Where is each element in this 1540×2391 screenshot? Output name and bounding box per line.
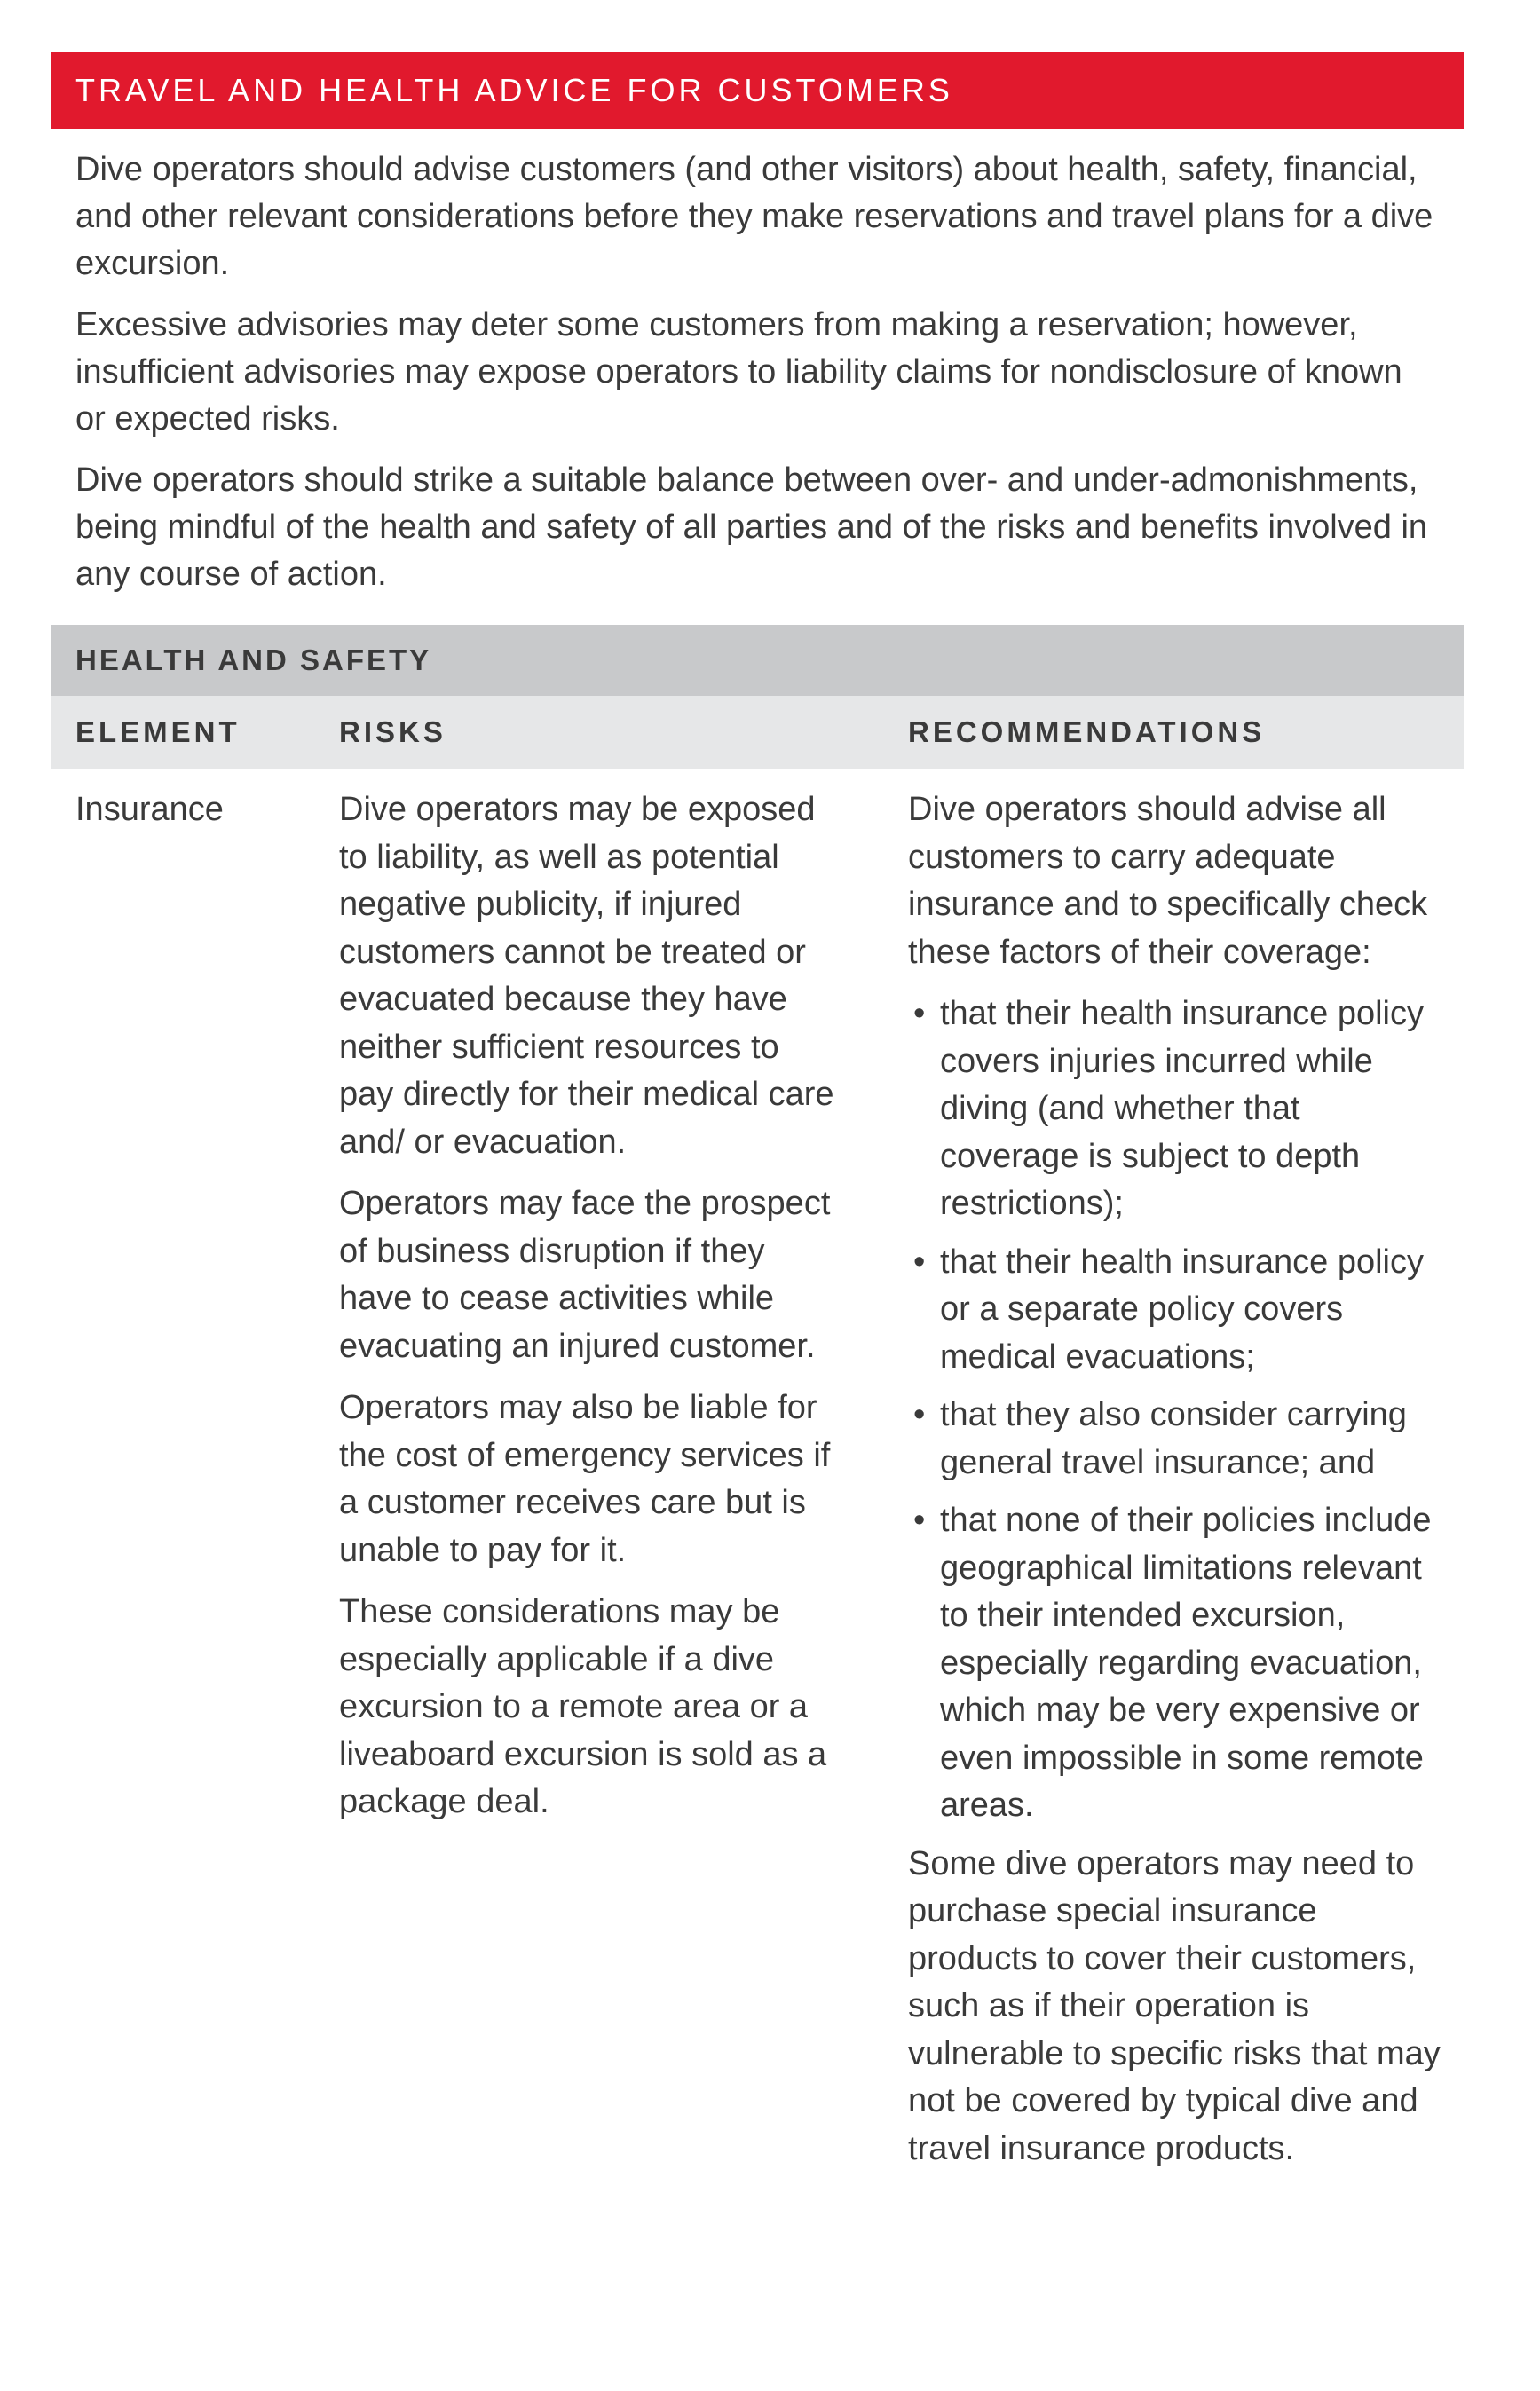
risk-paragraph: Operators may also be liable for the cost of emergency services if a customer receives care but is unable to pay for it.: [339, 1389, 831, 1569]
column-header-element: ELEMENT: [75, 715, 241, 748]
element-label: Insurance: [75, 791, 224, 828]
intro-paragraph: Excessive advisories may deter some customers from making a reservation; however, insufficient advisories may expose operators to liability claims for nondisclosure of known or expected risks.: [75, 306, 1402, 438]
risk-paragraph: Operators may face the prospect of business disruption if they have to cease activities while evacuating an injured customer.: [339, 1185, 831, 1365]
recommendations-cell: [908, 786, 1441, 2187]
bullet-icon: •: [913, 1502, 926, 1539]
title-bar: [51, 52, 1464, 129]
recommendations-intro: Dive operators should advise all customers to carry adequate insurance and to specifically check these factors of their coverage:: [908, 791, 1428, 971]
risk-paragraph: These considerations may be especially applicable if a dive excursion to a remote area or a liveaboard excursion is sold as a package deal.: [339, 1593, 827, 1820]
section-header-label: HEALTH AND SAFETY: [75, 643, 432, 676]
bullet-icon: •: [913, 1396, 926, 1433]
intro-paragraph: Dive operators should strike a suitable balance between over- and under-admonishments, being mindful of the health and safety of all parties and of the risks and benefits involved in any course of action.: [75, 462, 1428, 593]
recommendations-list: [908, 990, 1441, 1830]
column-header-row: [51, 696, 1464, 769]
document-page: [51, 52, 1464, 2167]
list-item-text: that their health insurance policy covers injuries incurred while diving (and whether that coverage is subject to depth restrictions);: [940, 995, 1424, 1222]
list-item: [908, 990, 1441, 1228]
column-header-risks: RISKS: [339, 715, 446, 748]
page-title: TRAVEL AND HEALTH ADVICE FOR CUSTOMERS: [75, 72, 953, 108]
list-item-text: that their health insurance policy or a separate policy covers medical evacuations;: [940, 1243, 1424, 1376]
recommendations-outro: Some dive operators may need to purchase special insurance products to cover their customers, such as if their operation is vulnerable to specific risks that may not be covered by typical dive and travel insurance products.: [908, 1844, 1441, 2167]
list-item: [908, 1239, 1441, 1382]
list-item: [908, 1497, 1441, 1830]
risk-paragraph: Dive operators may be exposed to liability, as well as potential negative publicity, if injured customers cannot be treated or evacuated because they have neither sufficient resources to pay directly for their medical care and/ or evacuation.: [339, 791, 834, 1161]
risks-cell: [339, 786, 836, 1841]
bullet-icon: •: [913, 1243, 926, 1281]
list-item-text: that they also consider carrying general travel insurance; and: [940, 1396, 1407, 1481]
section-header: [51, 625, 1464, 696]
intro-section: [51, 129, 1464, 598]
element-cell: [75, 786, 306, 848]
intro-paragraph: Dive operators should advise customers (and other visitors) about health, safety, financial, and other relevant considerations before they make reservations and travel plans for a dive excursion.: [75, 151, 1433, 282]
bullet-icon: •: [913, 995, 926, 1032]
list-item: [908, 1392, 1441, 1487]
list-item-text: that none of their policies include geographical limitations relevant to their intended excursion, especially regarding evacuation, which may be very expensive or even impossible in some remote areas.: [940, 1502, 1432, 1824]
column-header-recommendations: RECOMMENDATIONS: [908, 715, 1266, 748]
